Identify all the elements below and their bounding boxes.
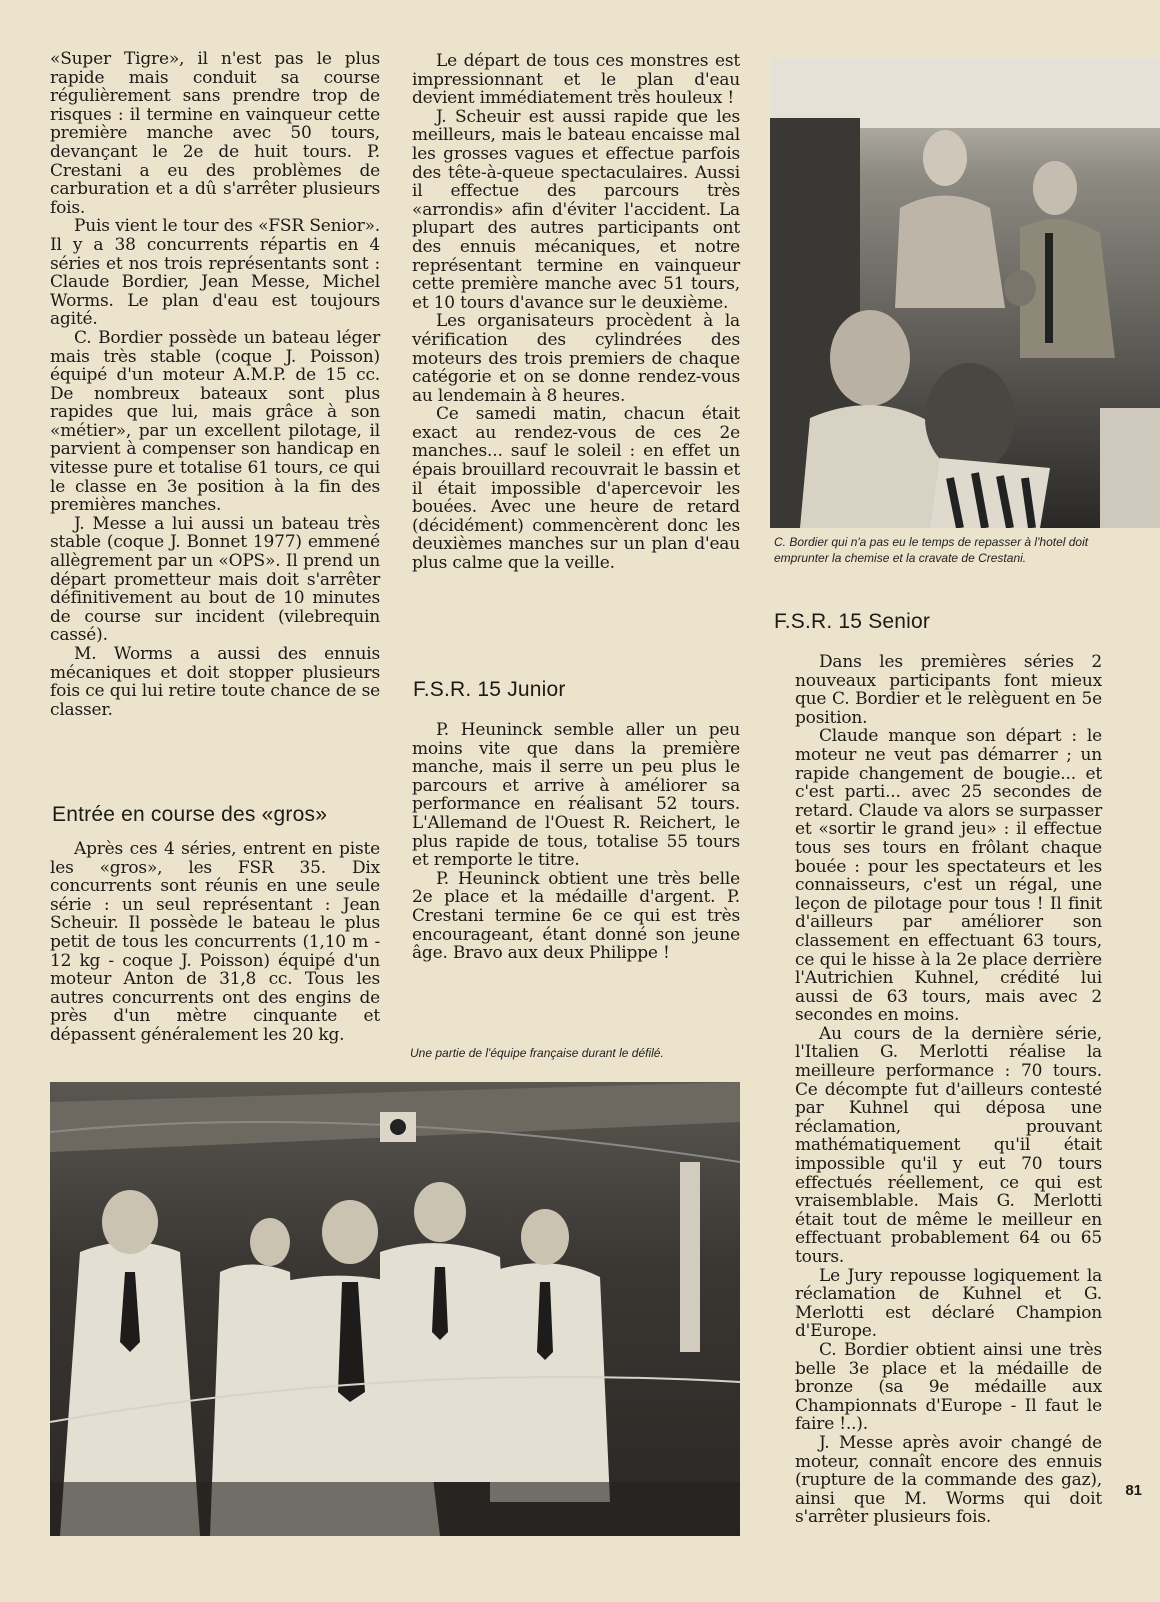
left-column-continued [50, 840, 380, 1045]
middle-column-continued [412, 721, 740, 963]
paragraph: Le départ de tous ces monstres est impressionnant et le plan d'eau devient immédiatement très houleux ! [412, 51, 740, 109]
photo-french-team-parade [50, 1082, 740, 1536]
paragraph: C. Bordier possède un bateau léger mais très stable (coque J. Poisson) équipé d'un moteur A.M.P. de 15 cc. De nombreux bateaux sont plus rapides que lui, mais grâce à son «métier», par un excellent pilotage, il parvient à compenser son handicap en vitesse pure et totalise 61 tours, ce qui le classe en 3e position à la fin des premières manches. [50, 327, 380, 516]
paragraph: Puis vient le tour des «FSR Senior». Il y a 38 concurrents répartis en 4 séries et nos trois représentants sont : Claude Bordier, Jean Messe, Michel Worms. Le plan d'eau est toujours agité. [50, 216, 380, 330]
photo-parade-illustration [50, 1082, 740, 1536]
paragraph: Dans les premières séries 2 nouveaux participants font mieux que C. Bordier et le relèguent en 5e position. [795, 652, 1102, 728]
photo-bordier-shirt [770, 58, 1160, 528]
paragraph: Après ces 4 séries, entrent en piste les «gros», les FSR 35. Dix concurrents sont réunis en une seule série : un seul représentant : Jean Scheuir. Il possède le bateau le plus petit de tous les concurrents (1,10 m - 12 kg - coque J. Poisson) équipé d'un moteur Anton de 31,8 cc. Tous les autres concurrents ont des engins de près d'un mètre cinquante et dépassent généralement les 20 kg. [50, 839, 380, 1045]
paragraph: Au cours de la dernière série, l'Italien G. Merlotti réalise la meilleure performance : 70 tours. Ce décompte fut d'ailleurs contesté par Kuhnel qui déposa une réclamation, prouvant mathématiquement qu'il était impossible qu'il y eut 70 tours effectués réellement, ce qui est vraisemblable. Mais G. Merlotti était tout de même le meilleur en effectuant probablement 64 ou 65 tours. [795, 1023, 1102, 1267]
paragraph: Le Jury repousse logiquement la réclamation de Kuhnel et G. Merlotti est déclaré Champion d'Europe. [795, 1265, 1102, 1342]
left-column [50, 50, 380, 719]
paragraph: M. Worms a aussi des ennuis mécaniques et doit stopper plusieurs fois ce qui lui retire toute chance de se classer. [50, 644, 380, 720]
photo-bordier-illustration [770, 58, 1160, 528]
paragraph: J. Scheuir est aussi rapide que les meilleurs, mais le bateau encaisse mal les grosses vagues et effectue parfois des tête-à-queue spectaculaires. Aussi il effectue des parcours très «arrondis» afin d'éviter l'accident. La plupart des autres participants ont des ennuis mécaniques, et notre représentant termine en vainqueur cette première manche avec 51 tours, et 10 tours d'avance sur le deuxième. [412, 106, 740, 313]
middle-column [412, 52, 740, 573]
paragraph: «Super Tigre», il n'est pas le plus rapide mais conduit sa course régulièrement sans prendre trop de risques : il termine en vainqueur cette première manche avec 50 tours, devançant le 2e de huit tours. P. Crestani a eu des problèmes de carburation et a dû s'arrêter plusieurs fois. [50, 49, 380, 218]
paragraph: J. Messe a lui aussi un bateau très stable (coque J. Bonnet 1977) emmené allègrement par un «OPS». Il prend un départ prometteur mais doit s'arrêter définitivement au bout de 10 minutes de course sur incident (vilebrequin cassé). [50, 513, 380, 646]
paragraph: Claude manque son départ : le moteur ne veut pas démarrer ; un rapide changement de bougie... et c'est parti... avec 25 secondes de retard. Claude va alors se surpasser et «sortir le grand jeu» : il effectue tous ses tours en frôlant chaque bouée : pour les spectateurs et les connaisseurs, c'est un régal, une leçon de pilotage pour tous ! Il finit d'ailleurs par améliorer son classement en effectuant 63 tours, ce qui le hisse à la 2e place derrière l'Autrichien Kuhnel, crédité lui aussi de 63 tours, mais avec 2 secondes en moins. [795, 726, 1102, 1026]
paragraph: J. Messe après avoir changé de moteur, connaît encore des ennuis (rupture de la commande des gaz), ainsi que M. Worms qui doit s'arrêter plusieurs fois. [795, 1432, 1102, 1528]
section-heading-gros: Entrée en course des «gros» [52, 803, 328, 826]
paragraph: C. Bordier obtient ainsi une très belle 3e place et la médaille de bronze (sa 9e médaille aux Championnats d'Europe - Il faut le faire !..). [795, 1339, 1102, 1435]
paragraph: Ce samedi matin, chacun était exact au rendez-vous de ces 2e manches... sauf le soleil : en effet un épais brouillard recouvrait le bassin et il était impossible d'apercevoir les bouées. Avec une heure de retard (décidément) commencèrent donc les deuxièmes manches sur un plan d'eau plus calme que la veille. [412, 404, 740, 574]
section-heading-senior: F.S.R. 15 Senior [774, 610, 931, 633]
paragraph: Les organisateurs procèdent à la vérification des cylindrées des moteurs des trois premiers de chaque catégorie et on se donne rendez-vous au lendemain à 8 heures. [412, 311, 740, 406]
bottom-photo-caption: Une partie de l'équipe française durant le défilé. [410, 1046, 664, 1060]
right-column [795, 653, 1102, 1527]
section-heading-junior: F.S.R. 15 Junior [413, 678, 566, 701]
top-photo-caption: C. Bordier qui n'a pas eu le temps de repasser à l'hotel doit emprunter la chemise et la cravate de Crestani. [774, 535, 1089, 565]
paragraph: P. Heuninck semble aller un peu moins vite que dans la première manche, mais il serre un peu plus le parcours et arrive à améliorer sa performance en réalisant 52 tours. L'Allemand de l'Ouest R. Reichert, le plus rapide de tous, totalise 55 tours et remporte le titre. [412, 720, 740, 871]
page-number: 81 [1125, 1482, 1142, 1499]
paragraph: P. Heuninck obtient une très belle 2e place et la médaille d'argent. P. Crestani termine 6e ce qui est très encourageant, étant donné son jeune âge. Bravo aux deux Philippe ! [412, 868, 740, 964]
